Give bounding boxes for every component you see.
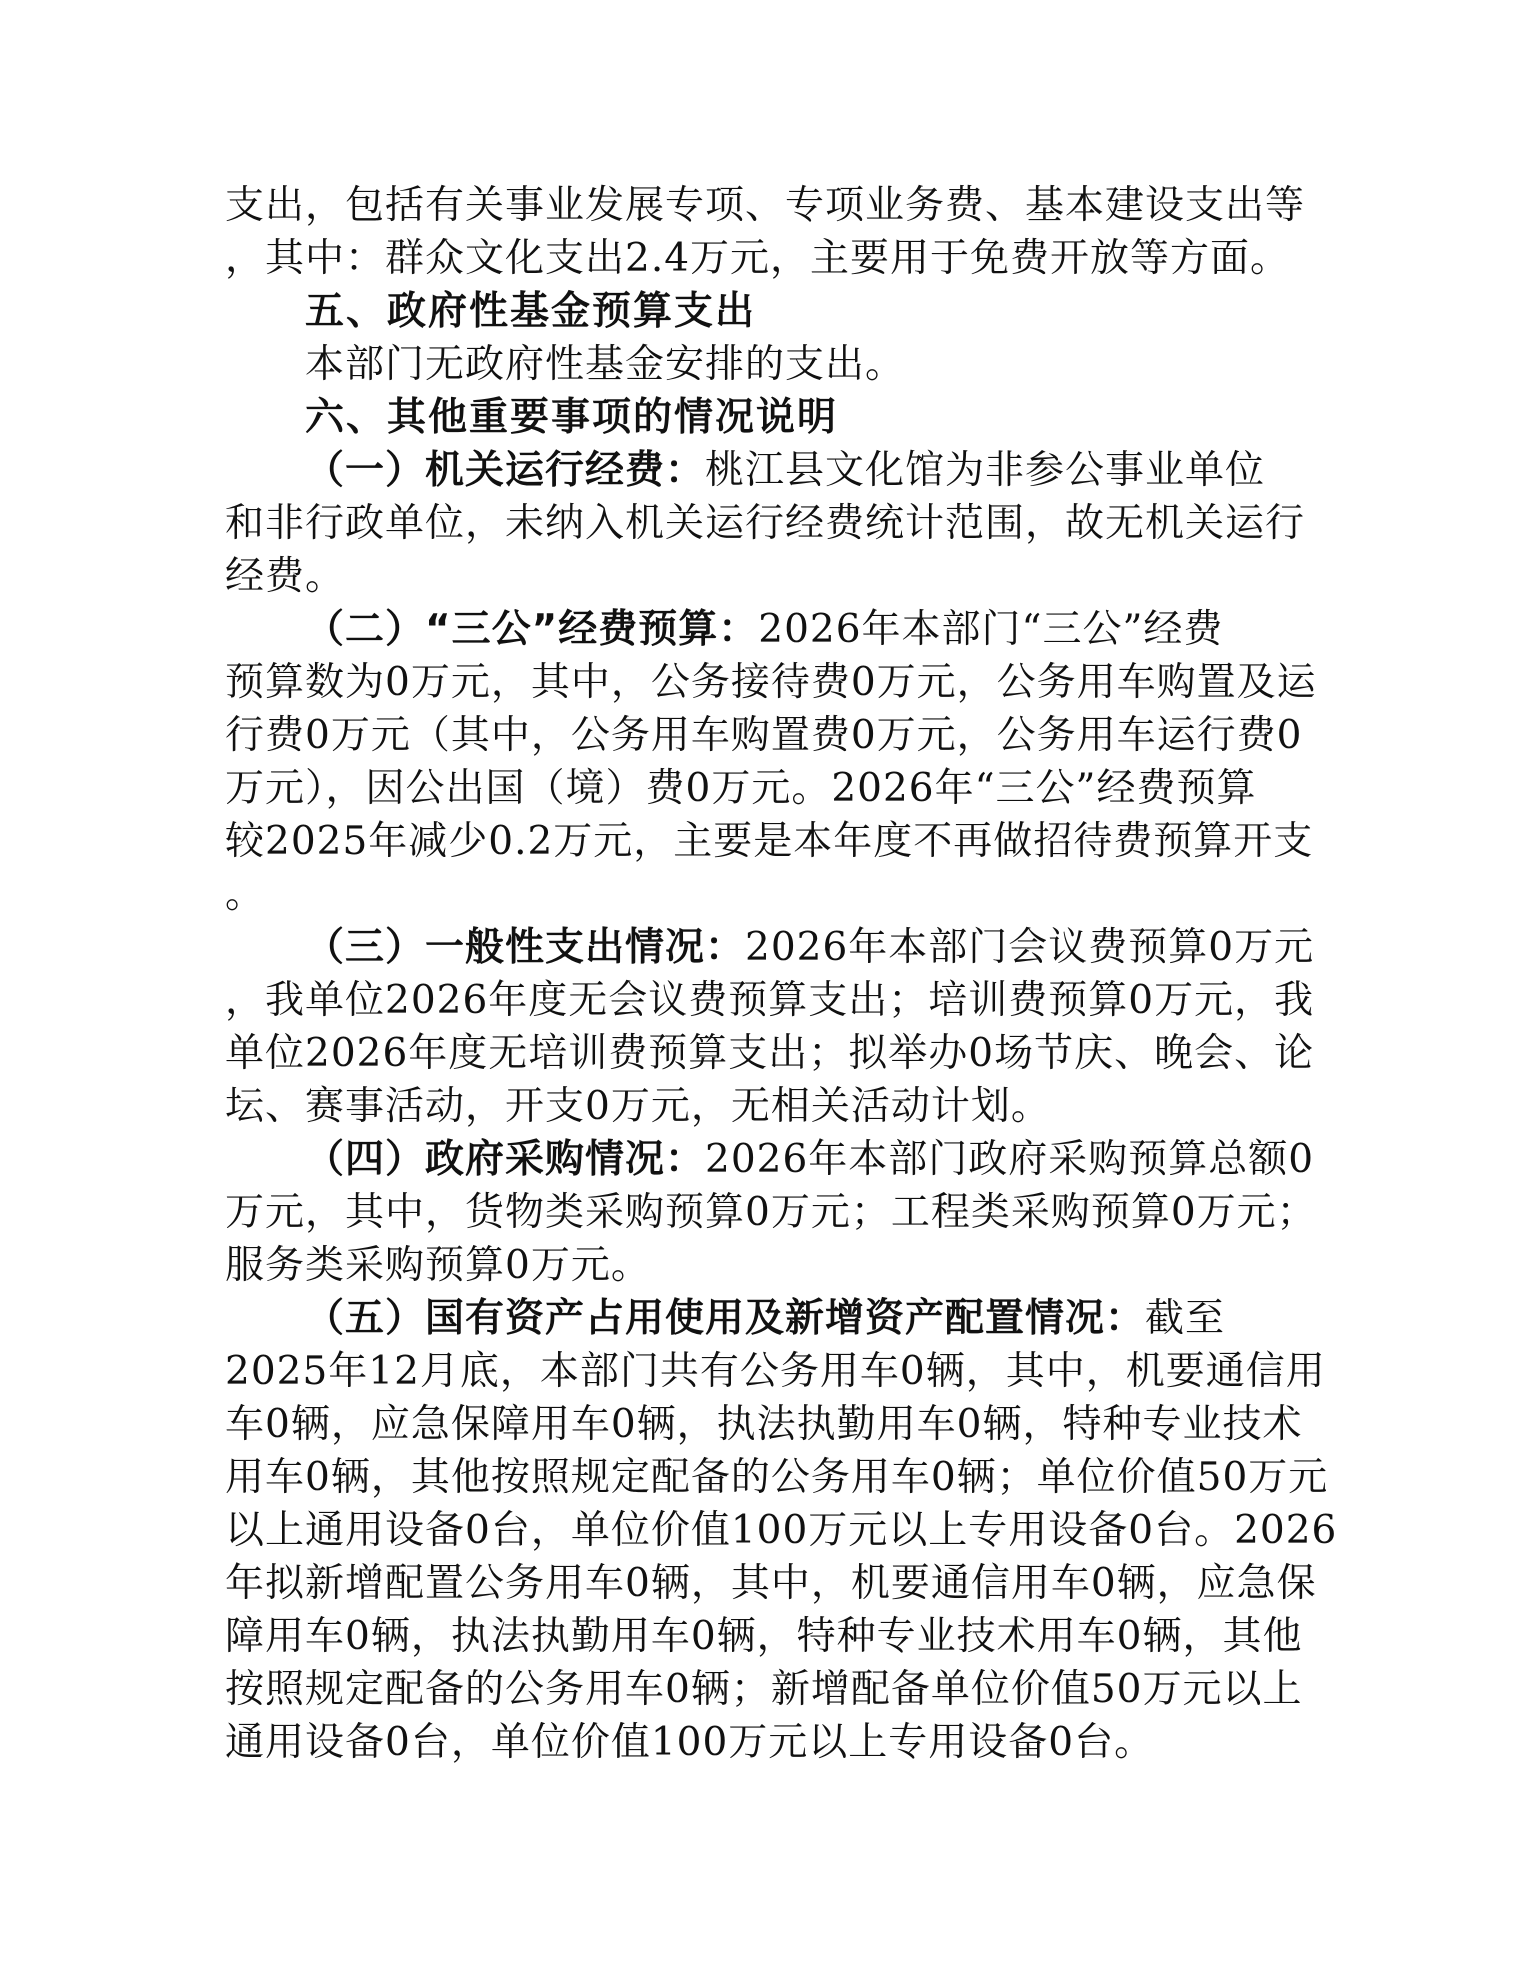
item-3-first-line: [305, 923, 1314, 973]
item-4-text: 2026年本部门政府采购预算总额0: [705, 1137, 1315, 1182]
paragraph-line: 万元），因公出国（境）费0万元。2026年“三公”经费预算: [225, 766, 1257, 811]
paragraph-line: 经费。: [225, 554, 346, 599]
item-5-first-line: [305, 1294, 1225, 1344]
paragraph-line: 障用车0辆，执法执勤用车0辆，特种专业技术用车0辆，其他: [225, 1614, 1303, 1659]
item-3-lead: （三）一般性支出情况：: [305, 925, 746, 970]
item-2-text: 2026年本部门“三公”经费: [758, 607, 1224, 652]
paragraph-line: 预算数为0万元，其中，公务接待费0万元，公务用车购置及运: [225, 660, 1317, 705]
paragraph-line: 车0辆，应急保障用车0辆，执法执勤用车0辆，特种专业技术: [225, 1402, 1303, 1447]
paragraph-line: 坛、赛事活动，开支0万元，无相关活动计划。: [225, 1084, 1051, 1129]
item-2-lead: （二）“三公”经费预算：: [305, 607, 759, 652]
paragraph-line: 行费0万元（其中，公务用车购置费0万元，公务用车运行费0: [225, 713, 1303, 758]
paragraph-line: 支出，包括有关事业发展专项、专项业务费、基本建设支出等: [225, 183, 1306, 228]
item-2-first-line: [305, 605, 1223, 655]
item-5-lead: （五）国有资产占用使用及新增资产配置情况：: [305, 1296, 1146, 1341]
item-1-first-line: [305, 446, 1265, 496]
paragraph-line: ，我单位2026年度无会议费预算支出；培训费预算0万元，我: [225, 978, 1315, 1023]
paragraph-line: ，其中：群众文化支出2.4万元，主要用于免费开放等方面。: [225, 236, 1291, 281]
item-5-text: 截至: [1145, 1296, 1226, 1341]
section-heading-6: 六、其他重要事项的情况说明: [305, 395, 839, 440]
paragraph-line: 按照规定配备的公务用车0辆；新增配备单位价值50万元以上: [225, 1667, 1303, 1712]
paragraph-line: 年拟新增配置公务用车0辆，其中，机要通信用车0辆，应急保: [225, 1561, 1317, 1606]
item-4-lead: （四）政府采购情况：: [305, 1137, 706, 1182]
paragraph-line: 2025年12月底，本部门共有公务用车0辆，其中，机要通信用: [225, 1349, 1326, 1394]
item-3-text: 2026年本部门会议费预算0万元: [745, 925, 1315, 970]
item-4-first-line: [305, 1135, 1314, 1185]
paragraph-line: 通用设备0台，单位价值100万元以上专用设备0台。: [225, 1720, 1155, 1765]
paragraph-line: 和非行政单位，未纳入机关运行经费统计范围，故无机关运行: [225, 501, 1306, 546]
paragraph-line: 以上通用设备0台，单位价值100万元以上专用设备0台。2026: [225, 1508, 1338, 1553]
paragraph-line: 本部门无政府性基金安排的支出。: [305, 342, 906, 387]
paragraph-line: 。: [225, 872, 266, 917]
paragraph-line: 单位2026年度无培训费预算支出；拟举办0场节庆、晚会、论: [225, 1031, 1315, 1076]
section-heading-5: 五、政府性基金预算支出: [305, 289, 757, 334]
item-1-text: 桃江县文化馆为非参公事业单位: [705, 448, 1266, 493]
paragraph-line: 较2025年减少0.2万元，主要是本年度不再做招待费预算开支: [225, 819, 1314, 864]
item-1-lead: （一）机关运行经费：: [305, 448, 706, 493]
paragraph-line: 服务类采购预算0万元。: [225, 1243, 651, 1288]
paragraph-line: 用车0辆，其他按照规定配备的公务用车0辆；单位价值50万元: [225, 1455, 1329, 1500]
paragraph-line: 万元，其中，货物类采购预算0万元；工程类采购预算0万元；: [225, 1190, 1317, 1235]
